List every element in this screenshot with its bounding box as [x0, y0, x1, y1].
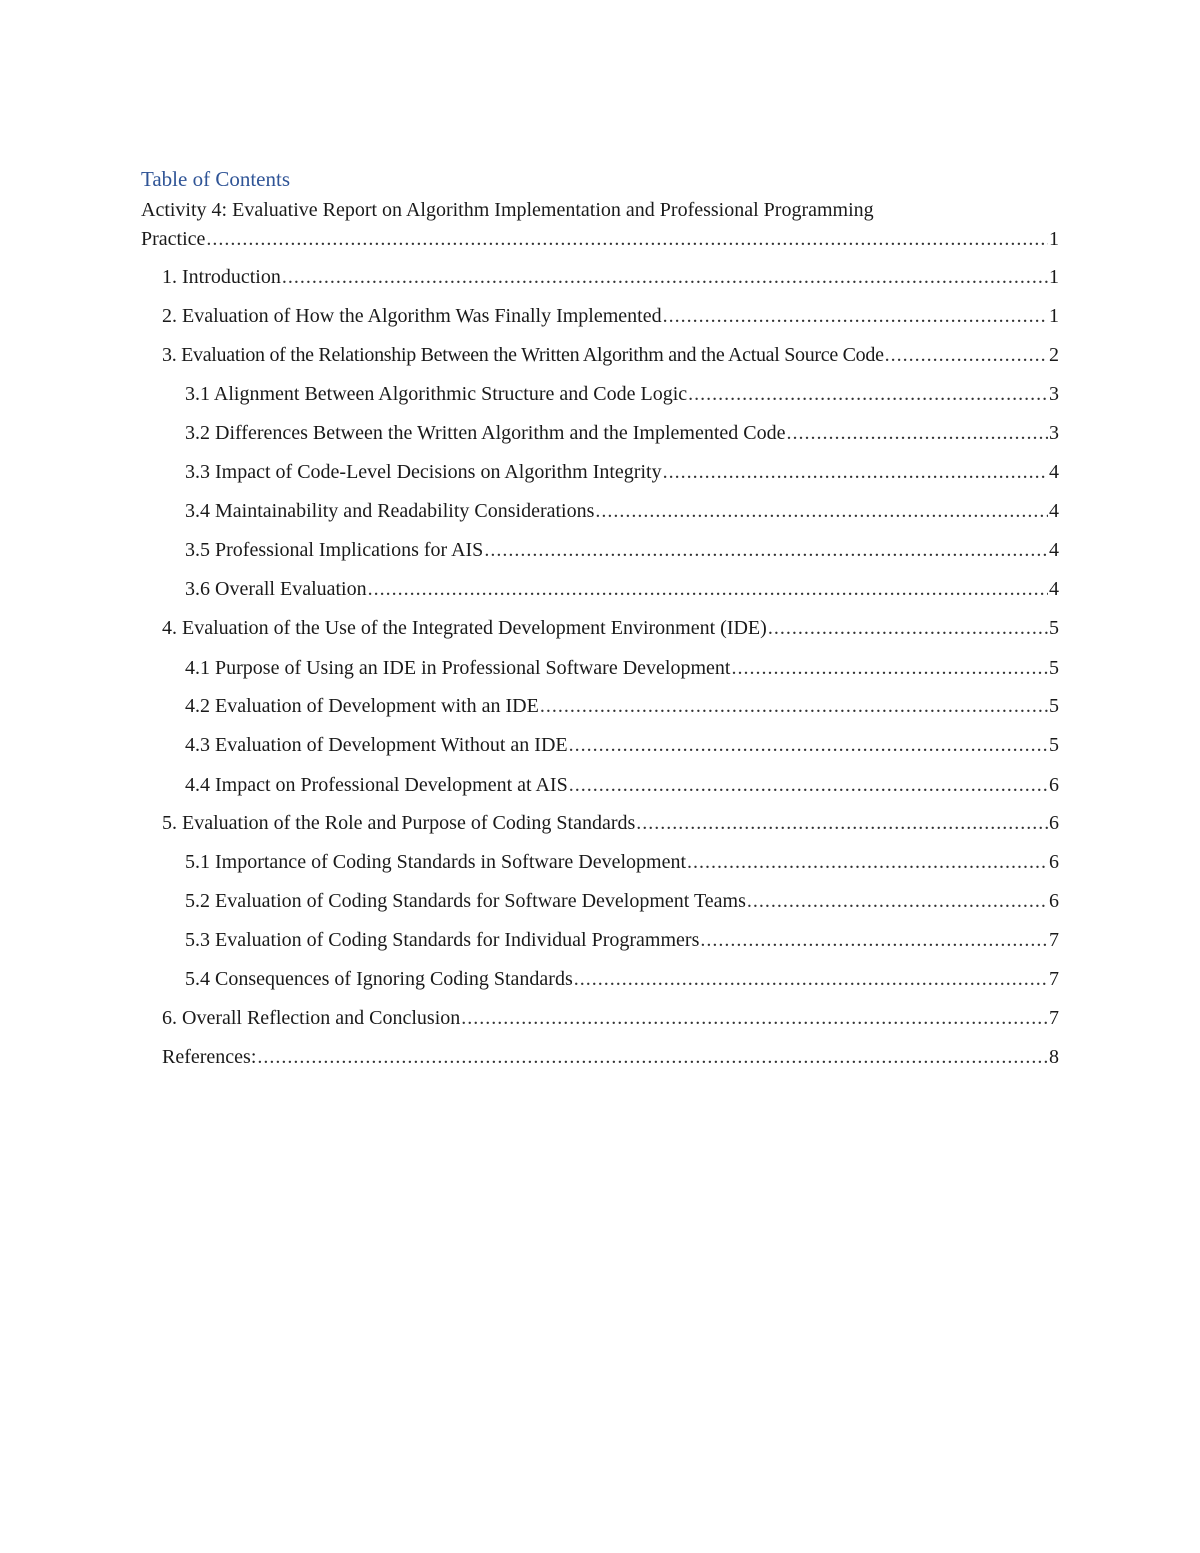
toc-entry-6[interactable] [162, 1004, 1059, 1032]
toc-main-entry[interactable] [141, 225, 1059, 253]
toc-entry-title: 3.4 Maintainability and Readability Considerations [185, 500, 595, 522]
toc-main-entry-line1[interactable]: Activity 4: Evaluative Report on Algorithm Implementation and Professional Programming [141, 199, 874, 221]
toc-entry-page: 5 [1049, 695, 1059, 717]
toc-entry-page: 1 [1049, 228, 1059, 250]
toc-entry-page: 6 [1049, 890, 1059, 912]
dot-leader [368, 575, 1048, 603]
toc-entry-references[interactable] [162, 1043, 1059, 1071]
toc-entry-2[interactable] [162, 302, 1059, 330]
toc-entry-5-2[interactable] [185, 887, 1059, 915]
toc-entry-title: 4.1 Purpose of Using an IDE in Professional Software Development [185, 657, 731, 679]
dot-leader [540, 692, 1048, 720]
toc-entry-page: 5 [1049, 657, 1059, 679]
dot-leader [569, 731, 1048, 759]
dot-leader [574, 965, 1048, 993]
toc-entry-4-2[interactable] [185, 692, 1059, 720]
dot-leader [731, 654, 1048, 682]
toc-entry-title: 4.2 Evaluation of Development with an IDE [185, 695, 539, 717]
dot-leader [768, 614, 1048, 642]
toc-entry-5[interactable] [162, 809, 1059, 837]
toc-entry-page: 6 [1049, 851, 1059, 873]
dot-leader [663, 302, 1048, 330]
toc-entry-3[interactable] [162, 341, 1059, 369]
dot-leader [257, 1043, 1048, 1071]
toc-entry-3-3[interactable] [185, 458, 1059, 486]
toc-entry-title: 4.4 Impact on Professional Development at AIS [185, 774, 568, 796]
toc-entry-title: 3.2 Differences Between the Written Algorithm and the Implemented Code [185, 422, 786, 444]
toc-entry-page: 3 [1049, 422, 1059, 444]
toc-entry-5-3[interactable] [185, 926, 1059, 954]
toc-entry-title: 3. Evaluation of the Relationship Between the Written Algorithm and the Actual Source Code [162, 344, 884, 366]
dot-leader [636, 809, 1048, 837]
toc-entry-title: 3.5 Professional Implications for AIS [185, 539, 484, 561]
toc-entry-page: 1 [1049, 305, 1059, 327]
toc-entry-title: References: [162, 1046, 257, 1068]
toc-entry-page: 4 [1049, 500, 1059, 522]
toc-entry-page: 4 [1049, 539, 1059, 561]
toc-entry-3-1[interactable] [185, 380, 1059, 408]
toc-entry-4-3[interactable] [185, 731, 1059, 759]
toc-entry-page: 4 [1049, 578, 1059, 600]
toc-entry-title: 4.3 Evaluation of Development Without an IDE [185, 734, 568, 756]
dot-leader [282, 263, 1048, 291]
toc-entry-4[interactable] [162, 614, 1059, 642]
toc-entry-3-2[interactable] [185, 419, 1059, 447]
toc-entry-title: 4. Evaluation of the Use of the Integrated Development Environment (IDE) [162, 617, 767, 639]
dot-leader [787, 419, 1048, 447]
toc-entry-title: 5.2 Evaluation of Coding Standards for Software Development Teams [185, 890, 746, 912]
toc-entry-1[interactable] [162, 263, 1059, 291]
toc-entry-title: 5.1 Importance of Coding Standards in Software Development [185, 851, 686, 873]
toc-entry-3-6[interactable] [185, 575, 1059, 603]
dot-leader [747, 887, 1048, 915]
dot-leader [484, 536, 1048, 564]
dot-leader [461, 1004, 1048, 1032]
toc-entry-title: 2. Evaluation of How the Algorithm Was Finally Implemented [162, 305, 662, 327]
toc-entry-title: 3.1 Alignment Between Algorithmic Structure and Code Logic [185, 383, 688, 405]
toc-entry-title: 5.4 Consequences of Ignoring Coding Standards [185, 968, 573, 990]
toc-entry-title: 3.3 Impact of Code-Level Decisions on Algorithm Integrity [185, 461, 662, 483]
toc-entry-3-4[interactable] [185, 497, 1059, 525]
toc-entry-page: 7 [1049, 1007, 1059, 1029]
toc-entry-title: Practice [141, 228, 206, 250]
toc-entry-title: 1. Introduction [162, 266, 281, 288]
dot-leader [700, 926, 1048, 954]
toc-entry-page: 8 [1049, 1046, 1059, 1068]
toc-entry-page: 3 [1049, 383, 1059, 405]
toc-entry-page: 7 [1049, 929, 1059, 951]
dot-leader [595, 497, 1048, 525]
toc-entry-page: 7 [1049, 968, 1059, 990]
toc-entry-title: 5. Evaluation of the Role and Purpose of Coding Standards [162, 812, 636, 834]
dot-leader [688, 380, 1048, 408]
toc-entry-page: 6 [1049, 812, 1059, 834]
toc-entry-page: 1 [1049, 266, 1059, 288]
toc-heading: Table of Contents [141, 167, 290, 191]
toc-entry-3-5[interactable] [185, 536, 1059, 564]
toc-entry-page: 4 [1049, 461, 1059, 483]
toc-entry-4-4[interactable] [185, 771, 1059, 799]
dot-leader [206, 225, 1048, 253]
dot-leader [687, 848, 1048, 876]
toc-entry-title: 5.3 Evaluation of Coding Standards for Individual Programmers [185, 929, 700, 951]
toc-entry-5-1[interactable] [185, 848, 1059, 876]
toc-entry-page: 5 [1049, 617, 1059, 639]
toc-entry-page: 6 [1049, 774, 1059, 796]
dot-leader [885, 341, 1048, 369]
toc-entry-page: 5 [1049, 734, 1059, 756]
dot-leader [663, 458, 1048, 486]
toc-entry-title: 3.6 Overall Evaluation [185, 578, 367, 600]
toc-entry-page: 2 [1049, 344, 1059, 366]
toc-entry-4-1[interactable] [185, 654, 1059, 682]
toc-entry-title: 6. Overall Reflection and Conclusion [162, 1007, 461, 1029]
dot-leader [569, 771, 1048, 799]
toc-entry-5-4[interactable] [185, 965, 1059, 993]
